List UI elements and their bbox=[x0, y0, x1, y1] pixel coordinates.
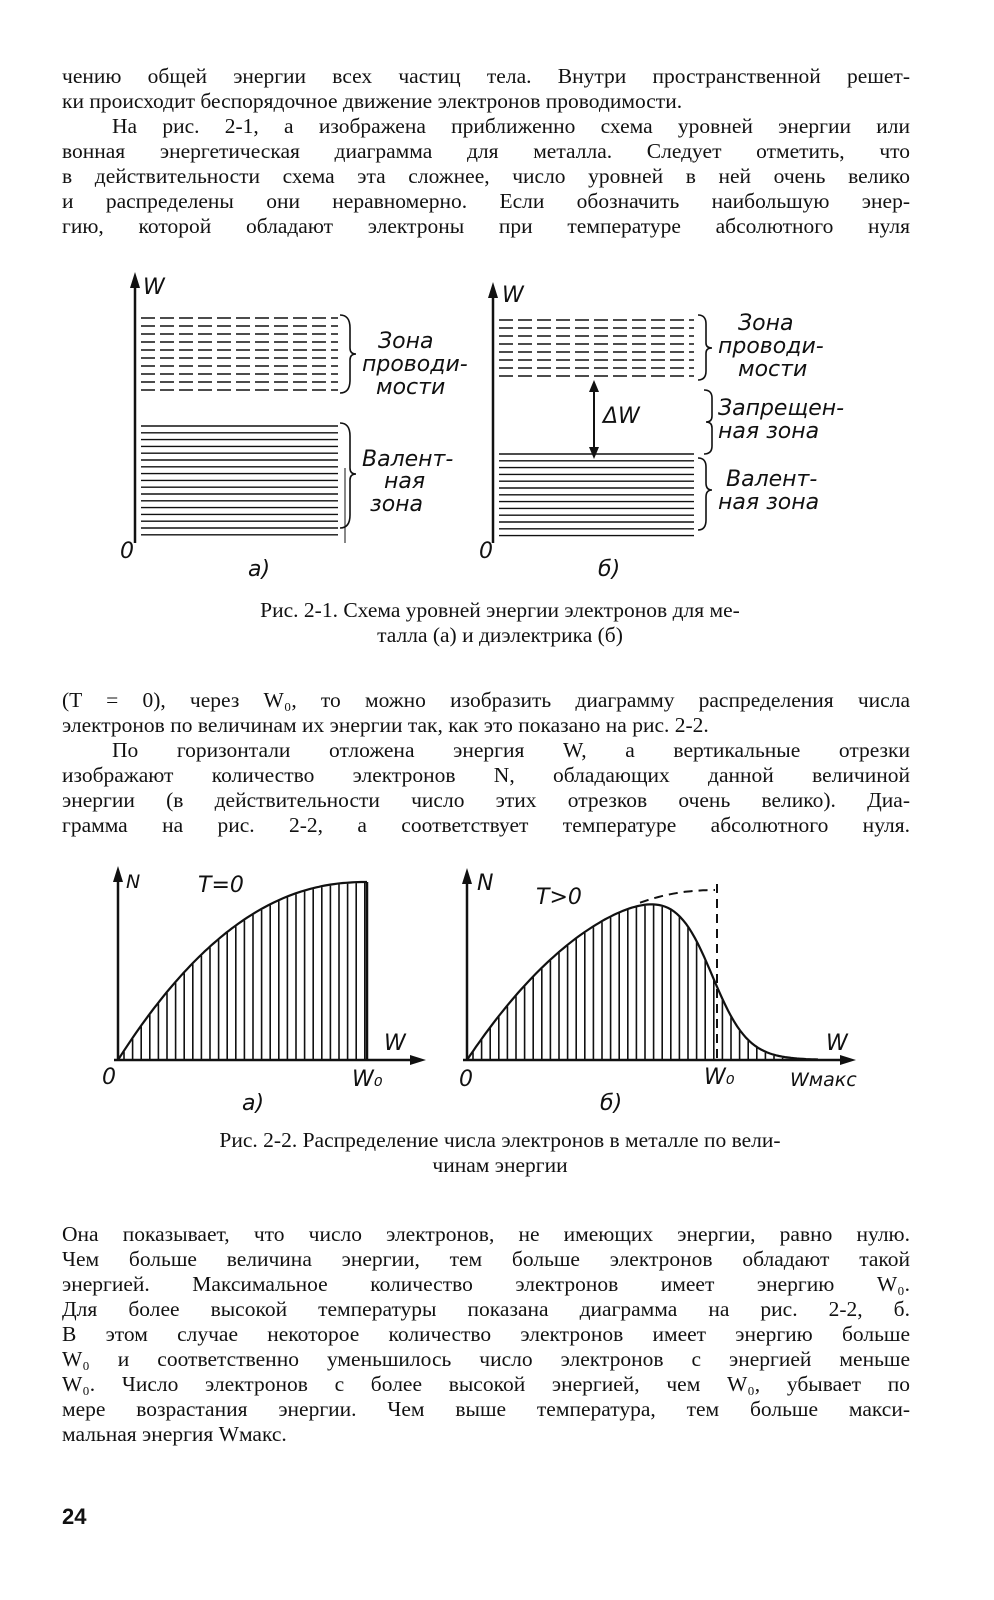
text-line: Чем больше величина энергии, тем больше электронов обладают такой bbox=[62, 1247, 910, 1271]
text-line: грамма на рис. 2-2, а соответствует температуре абсолютного нуля. bbox=[62, 813, 910, 837]
panel-label: б) bbox=[600, 1091, 623, 1116]
text-line: ки происходит беспорядочное движение электронов проводимости. bbox=[62, 89, 683, 113]
w0-label: W₀ bbox=[352, 1067, 383, 1092]
conduction-zone-label: Зона bbox=[738, 311, 794, 336]
conduction-zone-label: проводи- bbox=[718, 334, 824, 359]
temperature-label: T=0 bbox=[198, 873, 244, 898]
figure-2-1-caption bbox=[120, 598, 880, 648]
text-line: вонная энергетическая диаграмма для металла. Следует отметить, что bbox=[62, 139, 910, 163]
text-line: В этом случае некоторое количество электронов имеет энергию больше bbox=[62, 1322, 910, 1346]
figure-2-2-panel-b bbox=[459, 868, 857, 1116]
valence-zone-levels bbox=[141, 426, 338, 535]
caption-line: Рис. 2-2. Распределение числа электронов в металле по вели- bbox=[219, 1128, 781, 1152]
conduction-zone-levels bbox=[141, 318, 338, 390]
wmax-label: Wмакс bbox=[790, 1069, 857, 1091]
paragraph-3 bbox=[62, 688, 910, 738]
text-line: (T = 0), через W₀, то можно изобразить диаграмму распределения числа bbox=[62, 688, 910, 712]
valence-zone-label: ная bbox=[384, 469, 426, 494]
gap-label: ΔW bbox=[603, 404, 640, 429]
text-line: и распределены они неравномерно. Если обозначить наибольшую энер- bbox=[62, 189, 910, 213]
axis-label-w: W bbox=[143, 275, 165, 300]
text-line: электронов по величинам их энергии так, как это показано на рис. 2-2. bbox=[62, 713, 709, 737]
origin-label: 0 bbox=[120, 539, 134, 564]
distribution-curve bbox=[467, 904, 818, 1060]
forbidden-zone-label: ная зона bbox=[718, 419, 820, 444]
valence-zone-label: ная зона bbox=[718, 490, 820, 515]
origin-label: 0 bbox=[459, 1067, 473, 1092]
valence-zone-levels bbox=[499, 454, 694, 536]
axis-label-w: W bbox=[384, 1031, 406, 1056]
electron-count-bars bbox=[124, 883, 365, 1060]
panel-label: б) bbox=[598, 557, 621, 582]
figure-2-2-diagram bbox=[0, 862, 994, 1122]
caption-line: талла (а) и диэлектрика (б) bbox=[377, 623, 623, 647]
conduction-zone-label: проводи- bbox=[362, 352, 468, 377]
conduction-zone-label: мости bbox=[376, 375, 446, 400]
text-line: энергии (в действительности число этих отрезков очень велико). Диа- bbox=[62, 788, 910, 812]
text-line: мальная энергия Wмакс. bbox=[62, 1422, 287, 1446]
brace bbox=[340, 423, 356, 528]
panel-label: а) bbox=[248, 557, 271, 582]
text-line: Она показывает, что число электронов, не имеющих энергии, равно нулю. bbox=[62, 1222, 910, 1246]
forbidden-zone-label: Запрещен- bbox=[718, 396, 845, 421]
figure-2-1-panel-b bbox=[479, 282, 844, 582]
text-line: Для более высокой температуры показана диаграмма на рис. 2-2, б. bbox=[62, 1297, 910, 1321]
text-line: На рис. 2-1, а изображена приближенно схема уровней энергии или bbox=[112, 114, 910, 138]
valence-zone-label: зона bbox=[370, 492, 424, 517]
brace bbox=[698, 458, 712, 530]
panel-label: а) bbox=[242, 1091, 265, 1116]
figure-2-2-caption bbox=[100, 1128, 900, 1178]
origin-label: 0 bbox=[102, 1065, 116, 1090]
text-line: чению общей энергии всех частиц тела. Внутри пространственной решет- bbox=[62, 64, 910, 88]
text-line: изображают количество электронов N, обладающих данной величиной bbox=[62, 763, 910, 787]
axis-label-n: N bbox=[126, 871, 141, 893]
conduction-zone-label: мости bbox=[738, 357, 808, 382]
axis-label-n: N bbox=[477, 871, 494, 896]
paragraph-2 bbox=[62, 114, 910, 239]
valence-zone-label: Валент- bbox=[362, 447, 454, 472]
text-line: энергией. Максимальное количество электронов имеет энергию W₀. bbox=[62, 1272, 910, 1296]
brace bbox=[704, 390, 712, 454]
text-line: По горизонтали отложена энергия W, а вертикальные отрезки bbox=[112, 738, 910, 762]
brace bbox=[340, 315, 356, 393]
text-line: мере возрастания энергии. Чем выше температура, тем больше макси- bbox=[62, 1397, 910, 1421]
axis-label-w: W bbox=[826, 1031, 848, 1056]
caption-line: чинам энергии bbox=[432, 1153, 568, 1177]
paragraph-5 bbox=[62, 1222, 910, 1447]
origin-label: 0 bbox=[479, 539, 493, 564]
text-line: W₀ и соответственно уменьшилось число электронов с энергией меньше bbox=[62, 1347, 910, 1371]
text-line: гию, которой обладают электроны при температуре абсолютного нуля bbox=[62, 214, 910, 238]
text-line: в действительности схема эта сложнее, число уровней в ней очень велико bbox=[62, 164, 910, 188]
conduction-zone-levels bbox=[499, 320, 694, 376]
caption-line: Рис. 2-1. Схема уровней энергии электронов для ме- bbox=[260, 598, 740, 622]
brace bbox=[698, 315, 712, 380]
figure-2-1-panel-a bbox=[120, 272, 468, 582]
paragraph-1 bbox=[62, 64, 910, 114]
text-line: W₀. Число электронов с более высокой энергией, чем W₀, убывает по bbox=[62, 1372, 910, 1396]
w0-label: W₀ bbox=[704, 1065, 735, 1090]
axis-label-w: W bbox=[502, 283, 524, 308]
t0-reference-curve bbox=[640, 890, 715, 903]
page-number: 24 bbox=[62, 1504, 87, 1529]
conduction-zone-label: Зона bbox=[378, 329, 434, 354]
figure-2-2-panel-a bbox=[102, 866, 426, 1116]
electron-count-bars bbox=[473, 905, 791, 1060]
paragraph-4 bbox=[62, 738, 910, 838]
temperature-label: T>0 bbox=[536, 885, 582, 910]
valence-zone-label: Валент- bbox=[726, 467, 818, 492]
figure-2-1-diagram bbox=[0, 268, 994, 598]
